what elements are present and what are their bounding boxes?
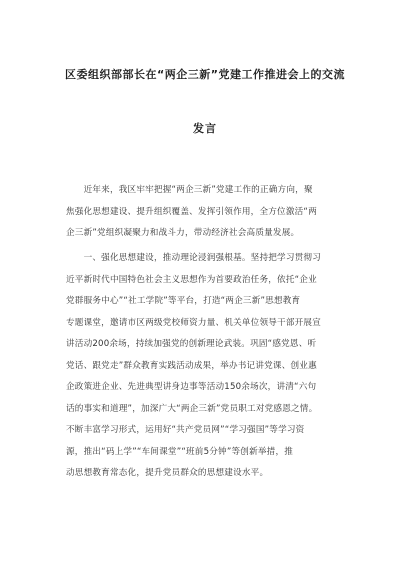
text-line: 专题课堂，邀请市区两级党校师资力量、机关单位领导干部开展宣 [66, 317, 322, 328]
text-line: 不断丰富学习形式，运用好“共产党员网”“学习强国”等学习资 [66, 425, 305, 435]
text-line: 企政策进企业、先进典型讲身边事等活动150余场次，讲清“六句 [66, 382, 317, 392]
text-line: 党群服务中心”“社工学院”等平台，打造“两企三新”思想教育 [66, 296, 301, 306]
text-line: 一、强化思想建设，推动理论浸润强根基。坚持把学习贯彻习 [66, 253, 322, 263]
text-line: 话的事实和道理”，加深广大“两企三新”党员职工对党感恩之情。 [66, 403, 318, 414]
text-line: 近平新时代中国特色社会主义思想作为首要政治任务，依托“企业 [66, 274, 317, 285]
text-line: 源，推出“码上学”“车间课堂”“班前5分钟”等创新举措，推 [66, 446, 294, 457]
text-line: 讲活动200余场，持续加强党的创新理论武装。巩固“感党恩、听 [66, 339, 317, 349]
paragraph-intro [66, 180, 344, 245]
text-line: 动思想教育常态化，提升党员群众的思想建设水平。 [66, 468, 269, 478]
document-title: 区委组织部部长在“两企三新”党建工作推进会上的交流 [65, 68, 345, 81]
text-line: 焦强化思想建设、提升组织覆盖、发挥引领作用，全方位激活“两 [66, 206, 317, 217]
text-line: 党话、跟党走”群众教育实践活动成果，举办书记讲党课、创业惠 [66, 360, 317, 371]
paragraph-section-one [66, 248, 344, 485]
text-line: 近年来，我区牢牢把握“两企三新”党建工作的正确方向，聚 [66, 185, 313, 195]
text-line: 企三新”党组织凝聚力和战斗力，带动经济社会高质量发展。 [66, 228, 300, 238]
document-title-continuation: 发言 [193, 122, 217, 135]
